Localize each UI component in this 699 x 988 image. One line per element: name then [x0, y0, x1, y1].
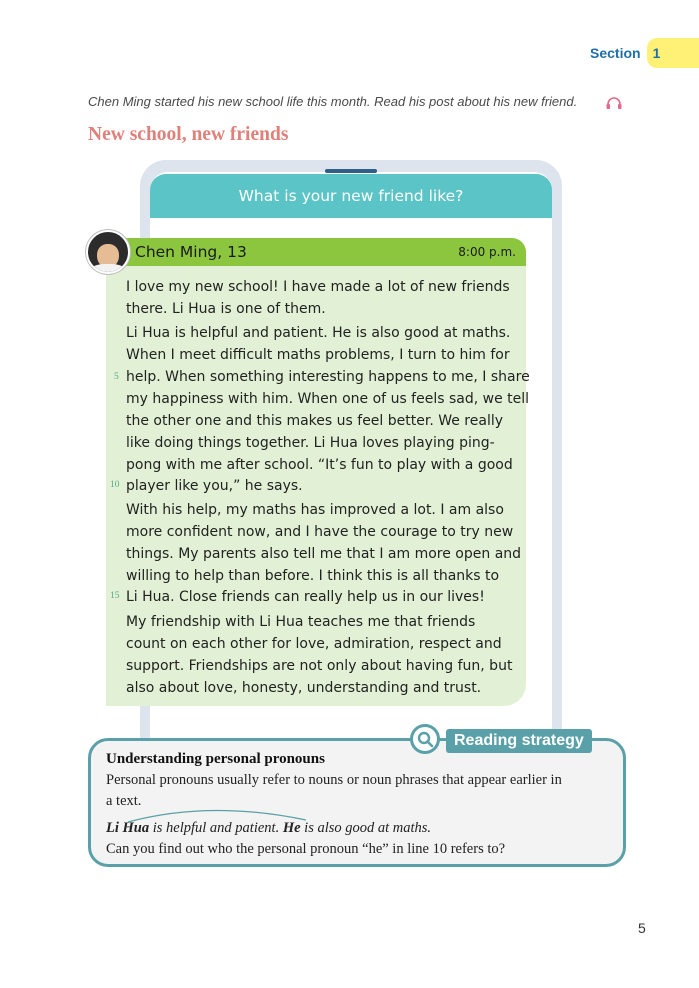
post-line: pong with me after school. “It’s fun to play with a good: [126, 457, 513, 473]
phone-header: What is your new friend like?: [150, 174, 552, 218]
example-end: is also good at maths.: [300, 820, 432, 836]
post-line: I love my new school! I have made a lot of new friends: [126, 279, 510, 295]
post-line: also about love, honesty, understanding and trust.: [126, 680, 482, 696]
line-number-15: 15: [110, 591, 120, 601]
post-line: Li Hua. Close friends can really help us in our lives!: [126, 589, 485, 605]
post-line: My friendship with Li Hua teaches me that friends: [126, 614, 476, 630]
section-number: 1: [647, 38, 699, 68]
strategy-text: Personal pronouns usually refer to nouns or noun phrases that appear earlier in: [106, 772, 562, 788]
avatar: [86, 230, 130, 274]
reading-strategy-label: Reading strategy: [446, 729, 592, 753]
post-line: there. Li Hua is one of them.: [126, 301, 326, 317]
post-line: willing to help than before. I think this is all thanks to: [126, 568, 500, 584]
headphones-icon[interactable]: [605, 96, 623, 110]
strategy-question: Can you find out who the personal pronoun “he” in line 10 refers to?: [106, 841, 506, 857]
page-title: New school, new friends: [88, 124, 289, 145]
strategy-heading: Understanding personal pronouns: [106, 751, 325, 767]
post-line: my happiness with him. When one of us feels sad, we tell: [126, 391, 530, 407]
strategy-text: a text.: [106, 793, 142, 809]
strategy-example: [106, 820, 431, 837]
page-number: 5: [638, 920, 646, 936]
post-line: support. Friendships are not only about having fun, but: [126, 658, 513, 674]
section-tab: [585, 38, 699, 68]
example-name: Li Hua: [106, 820, 150, 836]
post-time: 8:00 p.m.: [458, 245, 516, 259]
example-pronoun: He: [282, 820, 301, 836]
line-number-5: 5: [114, 372, 119, 382]
post-line: like doing things together. Li Hua loves playing ping-: [126, 435, 495, 451]
example-mid: is helpful and patient.: [149, 820, 283, 836]
post-line: Li Hua is helpful and patient. He is also good at maths.: [126, 325, 511, 341]
post-line: help. When something interesting happens to me, I share: [126, 369, 530, 385]
phone-speaker: [325, 169, 377, 173]
magnifier-icon: [410, 724, 440, 754]
post-line: things. My parents also tell me that I am more open and: [126, 546, 522, 562]
post-line: the other one and this makes us feel better. We really: [126, 413, 504, 429]
post-line: count on each other for love, admiration, respect and: [126, 636, 502, 652]
post-line: player like you,” he says.: [126, 478, 303, 494]
section-label: Section: [590, 45, 641, 61]
intro-text: Chen Ming started his new school life this month. Read his post about his new friend.: [88, 94, 578, 109]
post-line: more confident now, and I have the courage to try new: [126, 524, 514, 540]
post-line: When I meet difficult maths problems, I turn to him for: [126, 347, 510, 363]
post-line: With his help, my maths has improved a lot. I am also: [126, 502, 504, 518]
line-number-10: 10: [110, 480, 120, 490]
post-author: Chen Ming, 13: [135, 243, 247, 261]
